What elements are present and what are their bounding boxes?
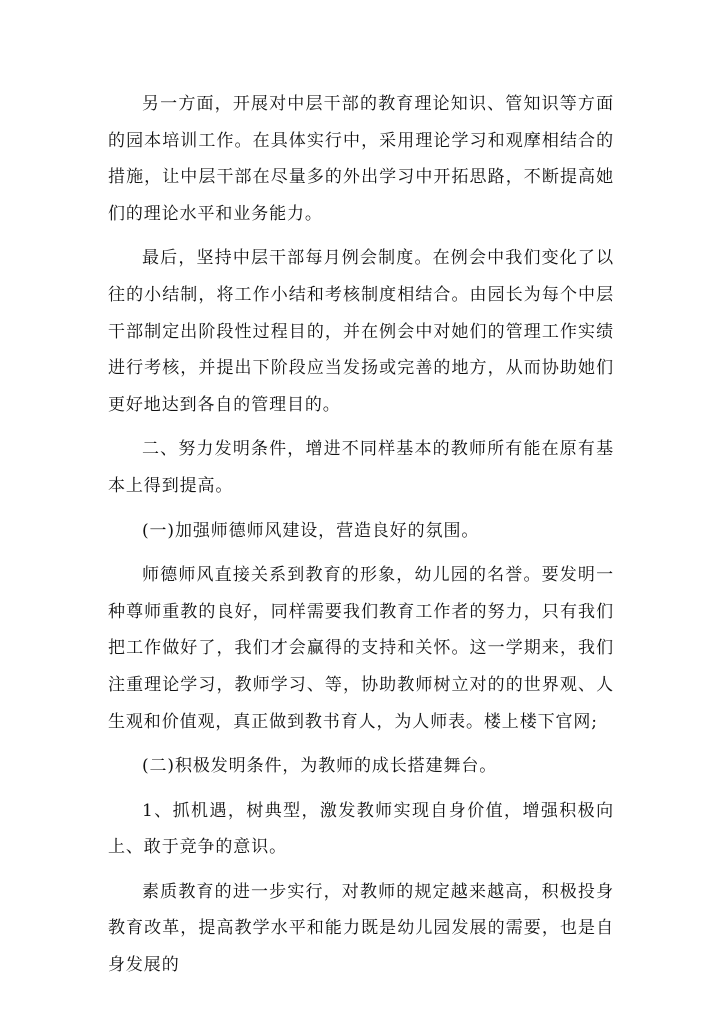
paragraph-quality-education: 素质教育的进一步实行，对教师的规定越来越高，积极投身教育改革，提高教学水平和能力既是幼儿园发展的需要，也是自身发展的 bbox=[108, 881, 614, 976]
paragraph-monthly-meeting: 最后，坚持中层干部每月例会制度。在例会中我们变化了以往的小结制，将工作小结和考核制度相结合。由园长为每个中层干部制定出阶段性过程目的，并在例会中对她们的管理工作实绩进行考核，并提出下阶段应当发扬或完善的地方，从而协助她们更好地达到各自的管理目的。 bbox=[108, 248, 614, 415]
subsection-heading-1: (一)加强师德师风建设，营造良好的氛围。 bbox=[142, 520, 480, 541]
list-item-1: 1、抓机遇，树典型，激发教师实现自身价值，增强积极向上、敢于竞争的意识。 bbox=[108, 800, 614, 858]
paragraph-mid-level-training: 另一方面，开展对中层干部的教育理论知识、管知识等方面的园本培训工作。在具体实行中，采用理论学习和观摩相结合的措施，让中层干部在尽量多的外出学习中开拓思路，不断提高她们的理论水平和业务能力。 bbox=[108, 94, 614, 224]
section-heading-2: 二、努力发明条件，增进不同样基本的教师所有能在原有基本上得到提高。 bbox=[108, 439, 614, 496]
subsection-heading-2: (二)积极发明条件，为教师的成长搭建舞台。 bbox=[142, 756, 498, 777]
paragraph-teacher-ethics: 师德师风直接关系到教育的形象，幼儿园的名誉。要发明一种尊师重教的良好，同样需要我们教育工作者的努力，只有我们把工作做好了，我们才会赢得的支持和关怀。这一学期来，我们注重理论学习，教师学习、等，协助教师树立对的的世界观、人生观和价值观，真正做到教书育人，为人师表。楼上楼下官网; bbox=[108, 565, 614, 732]
document-body bbox=[108, 86, 614, 992]
